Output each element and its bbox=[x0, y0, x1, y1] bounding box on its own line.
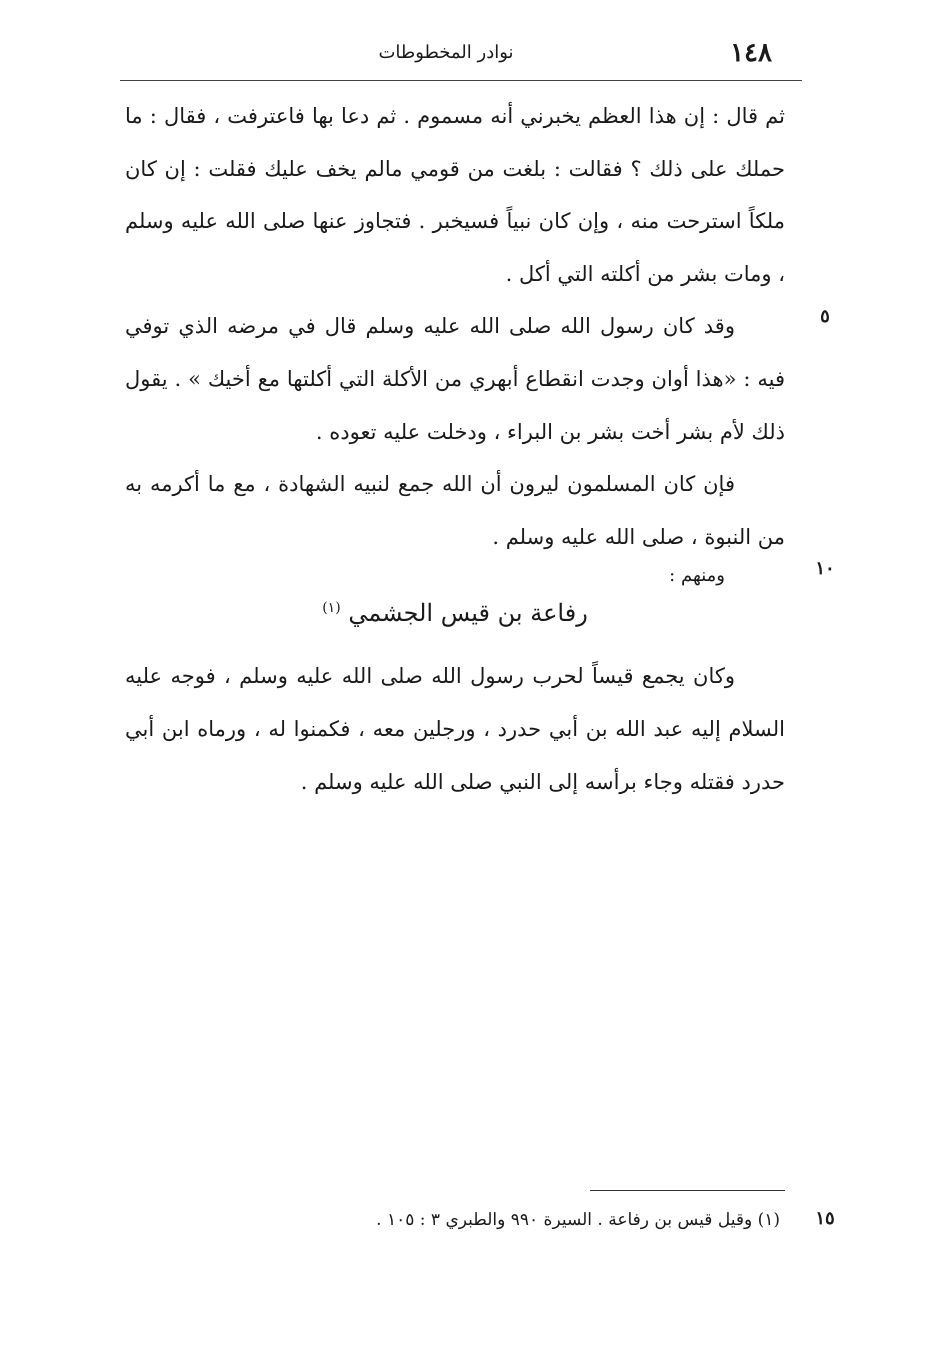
margin-line-number-5: ٥ bbox=[820, 306, 830, 327]
paragraph-3: فإن كان المسلمون ليرون أن الله جمع لنبيه الشهادة ، مع ما أكرمه به من النبوة ، صلى الله عليه وسلم . bbox=[125, 472, 785, 549]
subhead: ومنهم : bbox=[669, 565, 725, 586]
page-header bbox=[120, 38, 772, 78]
margin-line-number-10: ١٠ bbox=[815, 558, 835, 579]
section-paragraph-1: وكان يجمع قيساً لحرب رسول الله صلى الله عليه وسلم ، فوجه عليه السلام إليه عبد الله بن أبي حدرد ، ورجلين معه ، فكمنوا له ، ورماه ابن أبي حدرد فقتله وجاء برأسه إلى النبي صلى الله عليه وسلم . bbox=[125, 664, 785, 794]
section-title bbox=[125, 588, 785, 638]
running-title: نوادر المخطوطات bbox=[378, 42, 514, 63]
footnote: (١) وقيل قيس بن رفاعة . السيرة ٩٩٠ والطبري ٣ : ١٠٥ . bbox=[376, 1210, 780, 1230]
section-title-text: رفاعة بن قيس الجشمي bbox=[348, 599, 588, 627]
page-number: ١٤٨ bbox=[730, 38, 772, 68]
footnote-marker: (١) bbox=[322, 600, 341, 616]
paragraph-1: ثم قال : إن هذا العظم يخبرني أنه مسموم . ثم دعا بها فاعترفت ، فقال : ما حملك على ذلك ؟ فقالت : بلغت من قومي مالم يخف عليك فقلت : إن كان ملكاً استرحت منه ، وإن كان نبياً فسيخبر . فتجاوز عنها صلى الله عليه وسلم ، ومات بشر من أكلته التي أكل . bbox=[125, 104, 785, 286]
header-rule bbox=[120, 80, 802, 81]
margin-line-number-15: ١٥ bbox=[815, 1208, 835, 1229]
footnote-rule bbox=[590, 1190, 785, 1191]
section-text bbox=[125, 650, 785, 809]
paragraph-2: وقد كان رسول الله صلى الله عليه وسلم قال في مرضه الذي توفي فيه : «هذا أوان وجدت انقطاع أبهري من الأكلة التي أكلتها مع أخيك » . يقول ذلك لأم بشر أخت بشر بن البراء ، ودخلت عليه تعوده . bbox=[125, 314, 785, 444]
main-text bbox=[125, 90, 785, 563]
